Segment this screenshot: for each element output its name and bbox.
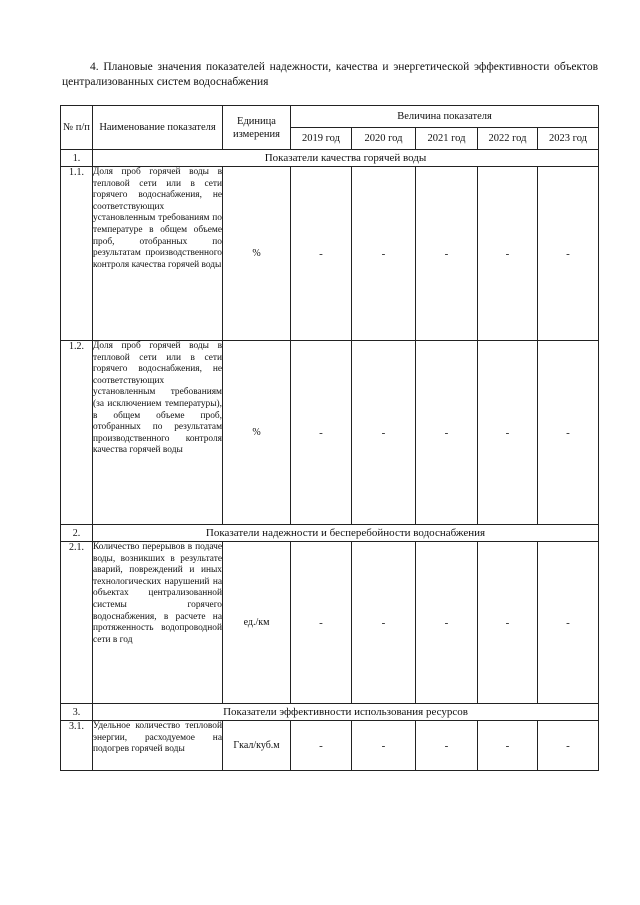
row-value: - xyxy=(478,167,538,341)
row-num: 1.1. xyxy=(61,167,93,341)
section-num: 2. xyxy=(61,525,93,542)
header-num: № п/п xyxy=(61,106,93,150)
row-value: - xyxy=(416,167,478,341)
header-year: 2021 год xyxy=(416,128,478,150)
row-value: - xyxy=(352,341,416,525)
row-unit: % xyxy=(223,341,291,525)
row-value: - xyxy=(538,721,599,771)
row-value: - xyxy=(538,542,599,704)
section-heading: 4. Плановые значения показателей надежности, качества и энергетической эффективности объектов централизованных систем водоснабжения xyxy=(62,61,598,88)
section-title: Показатели эффективности использования ресурсов xyxy=(93,704,599,721)
row-name: Удельное количество тепловой энергии, расходуемое на подогрев горячей воды xyxy=(93,721,223,771)
row-unit: Гкал/куб.м xyxy=(223,721,291,771)
row-value: - xyxy=(291,341,352,525)
table-row xyxy=(61,341,599,525)
row-value: - xyxy=(291,542,352,704)
indicators-table xyxy=(60,105,599,771)
row-name: Количество перерывов в подаче воды, возникших в результате аварий, повреждений и иных технологических нарушений на объектах централизованной системы горячего водоснабжения, в расчете на протяженность водопроводной сети в год xyxy=(93,542,223,704)
row-value: - xyxy=(291,721,352,771)
row-value: - xyxy=(478,341,538,525)
section-title: Показатели качества горячей воды xyxy=(93,150,599,167)
section-title: Показатели надежности и бесперебойности водоснабжения xyxy=(93,525,599,542)
section-row xyxy=(61,150,599,167)
table-row xyxy=(61,542,599,704)
row-value: - xyxy=(291,167,352,341)
row-num: 3.1. xyxy=(61,721,93,771)
header-unit: Единица измерения xyxy=(223,106,291,150)
header-name: Наименование показателя xyxy=(93,106,223,150)
row-value: - xyxy=(352,542,416,704)
header-year: 2019 год xyxy=(291,128,352,150)
row-value: - xyxy=(478,721,538,771)
table-row xyxy=(61,721,599,771)
row-value: - xyxy=(478,542,538,704)
row-unit: ед./км xyxy=(223,542,291,704)
header-year: 2020 год xyxy=(352,128,416,150)
row-value: - xyxy=(416,542,478,704)
row-value: - xyxy=(538,341,599,525)
table-row xyxy=(61,167,599,341)
section-row xyxy=(61,525,599,542)
header-year: 2023 год xyxy=(538,128,599,150)
row-num: 2.1. xyxy=(61,542,93,704)
header-year: 2022 год xyxy=(478,128,538,150)
row-value: - xyxy=(538,167,599,341)
row-unit: % xyxy=(223,167,291,341)
row-num: 1.2. xyxy=(61,341,93,525)
section-num: 1. xyxy=(61,150,93,167)
row-value: - xyxy=(416,341,478,525)
row-name: Доля проб горячей воды в тепловой сети или в сети горячего водоснабжения, не соответствующих установленным требованиям по температуре в общем объеме проб, отобранных по результатам производственного контроля качества горячей воды xyxy=(93,167,223,341)
section-row xyxy=(61,704,599,721)
row-value: - xyxy=(416,721,478,771)
section-num: 3. xyxy=(61,704,93,721)
header-value-group: Величина показателя xyxy=(291,106,599,128)
row-value: - xyxy=(352,167,416,341)
row-value: - xyxy=(352,721,416,771)
row-name: Доля проб горячей воды в тепловой сети или в сети горячего водоснабжения, не соответствующих установленным требованиям (за исключением температуры), в общем объеме проб, отобранных по результатам производственного контроля качества горячей воды xyxy=(93,341,223,525)
